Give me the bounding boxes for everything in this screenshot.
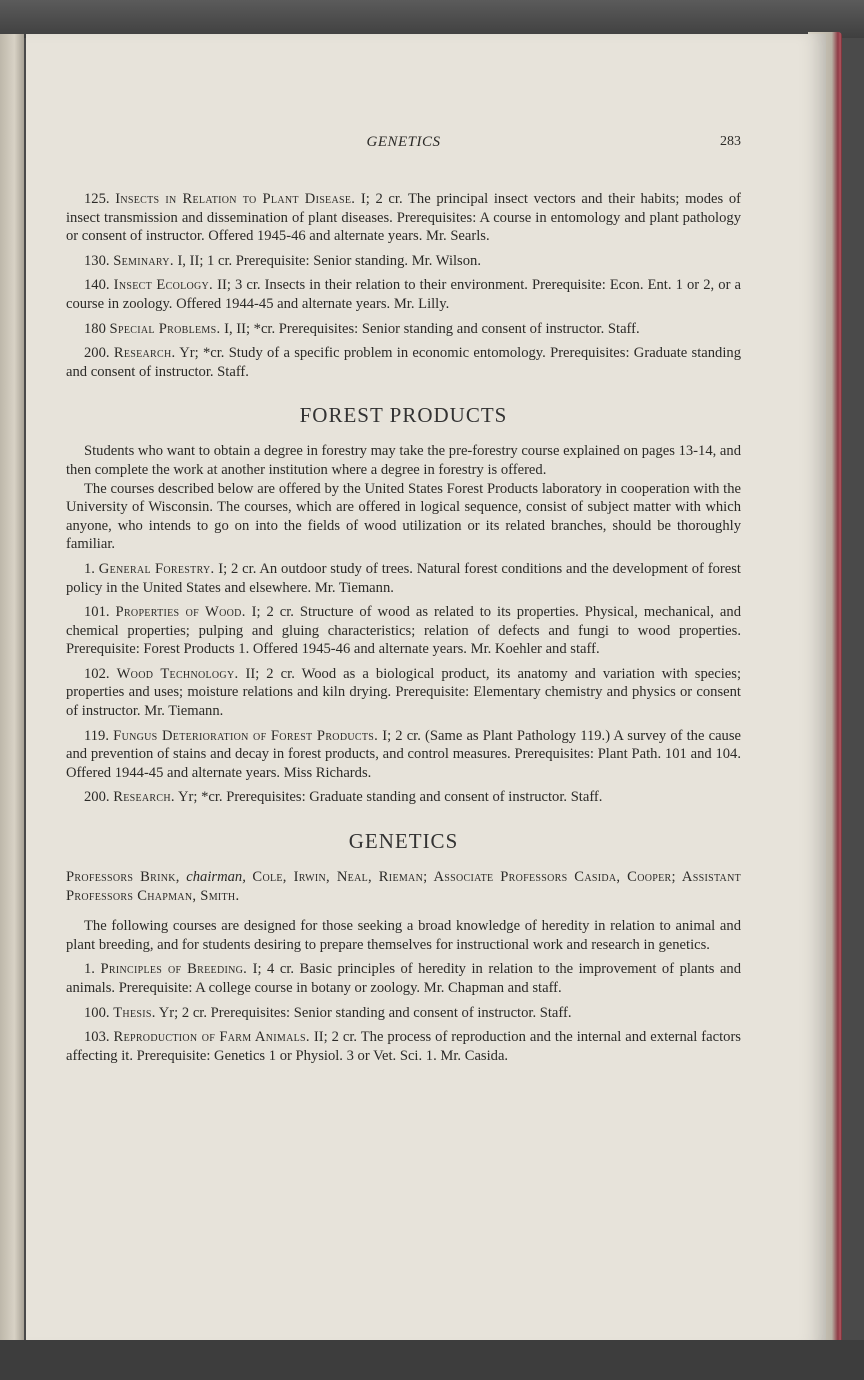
course-title: Fungus Deterioration of Forest Products. — [113, 727, 379, 744]
course-description: I; 2 cr. The principal insect vectors and their habits; modes of insect transmission and dissemination of plant diseases. Prerequisites: A course in entomology and plant pathology or consent of instructor. Offered 1945-46 and alternate years. Mr. Searls. — [66, 191, 742, 245]
scanner-bottom-margin — [0, 1340, 864, 1380]
course-description: I; 2 cr. Structure of wood as related to its properties. Physical, mechanical, and chemical properties; pulping and gluing characteristics; relation of defects and fungi to wood properties. Prerequisite: Forest Products 1. Offered 1945-46 and alternate years. Mr. Koehler and staff. — [66, 604, 741, 658]
course-entry — [66, 320, 741, 339]
running-head-title: GENETICS — [366, 134, 441, 150]
course-entry — [66, 727, 741, 783]
faculty-list — [66, 868, 741, 905]
course-entry — [66, 276, 741, 313]
course-number: 102. — [84, 665, 110, 682]
course-number: 100. — [84, 1004, 110, 1021]
page-number: 283 — [720, 134, 741, 149]
course-title: General Forestry. — [98, 560, 215, 577]
running-head — [66, 134, 741, 156]
course-description: I; 2 cr. An outdoor study of trees. Natural forest conditions and the development of forest policy in the United States and elsewhere. Mr. Tiemann. — [66, 560, 741, 596]
course-title: Reproduction of Farm Animals. — [113, 1029, 310, 1046]
course-title: Insect Ecology. — [113, 277, 214, 294]
course-title: Insects in Relation to Plant Disease. — [115, 191, 356, 207]
course-description: II; 3 cr. Insects in their relation to their environment. Prerequisite: Econ. Ent. 1 or 2, or a course in zoology. Offered 1944-45 and alternate years. Mr. Lilly. — [66, 277, 742, 312]
course-title: Special Problems. — [109, 320, 221, 337]
course-number: 1. — [84, 560, 95, 577]
course-entry — [66, 665, 741, 721]
course-description: I; 4 cr. Basic principles of heredity in relation to the improvement of plants and animals. Prerequisite: A college course in botany or zoology. Mr. Chapman and staff. — [66, 961, 742, 996]
course-number: 101. — [84, 604, 110, 621]
course-number: 140. — [84, 277, 110, 294]
section-intro-paragraph: The courses described below are offered by the United States Forest Products laboratory in cooperation with the University of Wisconsin. The courses, which are offered in logical sequence, consist of subject matter with which anyone, who intends to go on into the fields of wood utilization or its related branches, should be thoroughly familiar. — [66, 480, 741, 553]
scanner-top-margin — [0, 0, 864, 38]
course-description: Yr; 2 cr. Prerequisites: Senior standing and consent of instructor. Staff. — [158, 1004, 572, 1021]
book-page — [26, 34, 826, 1346]
course-description: I, II; *cr. Prerequisites: Senior standing and consent of instructor. Staff. — [224, 320, 640, 337]
course-entry — [66, 560, 741, 597]
faculty-names: Cole, Irwin, Neal, Rieman; Associate Professors Casida, Cooper; Assistant Professors Chapman, Smith. — [66, 869, 742, 904]
course-number: 125. — [84, 191, 110, 207]
course-description: Yr; *cr. Prerequisites: Graduate standing and consent of instructor. Staff. — [177, 789, 603, 806]
course-number: 130. — [84, 252, 110, 269]
course-description: Yr; *cr. Study of a specific problem in economic entomology. Prerequisites: Graduate standing and consent of instructor. Staff. — [66, 345, 741, 380]
section-intro-paragraph: The following courses are designed for those seeking a broad knowledge of heredity in relation to animal and plant breeding, and for students desiring to prepare themselves for instructional work and research in genetics. — [66, 918, 741, 953]
course-title: Seminary. — [113, 252, 174, 269]
course-entry — [66, 603, 741, 659]
course-title: Principles of Breeding. — [100, 961, 248, 978]
course-entry — [66, 344, 741, 381]
course-description: I, II; 1 cr. Prerequisite: Senior standing. Mr. Wilson. — [177, 252, 481, 269]
course-title: Wood Technology. — [116, 665, 239, 682]
course-title: Research. — [113, 789, 175, 806]
course-description: I; 2 cr. (Same as Plant Pathology 119.) A survey of the cause and prevention of stains and decay in forest products, and control measures. Prerequisites: Plant Path. 101 and 104. Offered 1944-45 and alternate years. Miss Richards. — [66, 727, 742, 781]
course-entry — [66, 1004, 741, 1023]
faculty-chairman-note: chairman, — [186, 869, 246, 886]
course-entry — [66, 190, 741, 246]
course-number: 200. — [84, 789, 110, 806]
course-title: Research. — [113, 345, 176, 362]
course-number: 180 — [84, 320, 106, 337]
course-number: 200. — [84, 345, 110, 362]
section-heading-forest-products: FOREST PRODUCTS — [299, 403, 508, 428]
course-entry — [66, 960, 741, 997]
course-entry — [66, 1028, 741, 1065]
course-description: II; 2 cr. The process of reproduction and the internal and external factors affecting it. Prerequisite: Genetics 1 or Physiol. 3 or Vet. Sci. 1. Mr. Casida. — [66, 1029, 741, 1064]
course-title: Thesis. — [113, 1004, 156, 1021]
course-title: Properties of Wood. — [115, 604, 246, 621]
faculty-prefix: Professors Brink, — [66, 869, 180, 886]
previous-page-edge — [0, 34, 24, 1364]
course-number: 1. — [84, 961, 95, 978]
entomology-course-list — [66, 190, 741, 381]
course-entry — [66, 252, 741, 271]
course-number: 119. — [84, 727, 109, 744]
section-heading-genetics: GENETICS — [348, 829, 459, 854]
course-number: 103. — [84, 1029, 110, 1046]
course-entry — [66, 788, 741, 807]
page-body — [66, 190, 741, 1071]
section-intro-paragraph: Students who want to obtain a degree in forestry may take the pre-forestry course explained on pages 13-14, and then complete the work at another institution where a degree in forestry is offered. — [66, 443, 741, 478]
course-description: II; 2 cr. Wood as a biological product, its anatomy and variation with species; properties and uses; moisture relations and kiln drying. Prerequisite: Elementary chemistry and physics or consent of instructor. Mr. Tiemann. — [66, 665, 741, 720]
